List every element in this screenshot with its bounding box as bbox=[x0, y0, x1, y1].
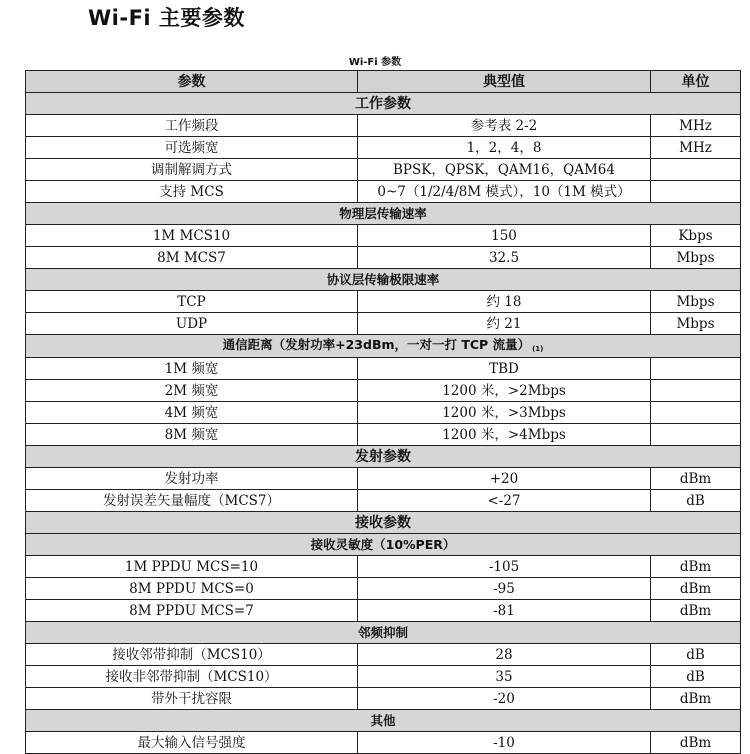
table-header-row bbox=[26, 71, 741, 93]
section-header-row bbox=[26, 203, 741, 225]
value-cell: <-27 bbox=[358, 490, 651, 512]
table-row bbox=[26, 115, 741, 137]
value-cell: 150 bbox=[358, 225, 651, 247]
value-cell: 参考表 2-2 bbox=[358, 115, 651, 137]
section-title-cell bbox=[26, 446, 741, 468]
value-cell: +20 bbox=[358, 468, 651, 490]
param-cell: 带外干扰容限 bbox=[26, 688, 358, 710]
section-header-row bbox=[26, 335, 741, 358]
param-cell: 可选频宽 bbox=[26, 137, 358, 159]
param-cell: 最大输入信号强度 bbox=[26, 732, 358, 754]
value-cell: 1200 米，>2Mbps bbox=[358, 380, 651, 402]
value-cell: 28 bbox=[358, 644, 651, 666]
unit-cell: dBm bbox=[651, 688, 741, 710]
section-header-row bbox=[26, 534, 741, 556]
table-row bbox=[26, 225, 741, 247]
page-title: Wi-Fi 主要参数 bbox=[88, 6, 245, 30]
section-title: 其他 bbox=[370, 712, 396, 728]
table-row bbox=[26, 402, 741, 424]
param-cell: 8M MCS7 bbox=[26, 247, 358, 269]
unit-cell: Mbps bbox=[651, 291, 741, 313]
table-row bbox=[26, 556, 741, 578]
table-row bbox=[26, 247, 741, 269]
value-cell: 1200 米，>4Mbps bbox=[358, 424, 651, 446]
section-title: 发射参数 bbox=[355, 448, 411, 465]
table-row bbox=[26, 468, 741, 490]
param-cell: 1M PPDU MCS=10 bbox=[26, 556, 358, 578]
value-cell: 约 18 bbox=[358, 291, 651, 313]
section-title-cell bbox=[26, 93, 741, 115]
header-value: 典型值 bbox=[358, 71, 651, 93]
param-cell: 发射功率 bbox=[26, 468, 358, 490]
section-header-row bbox=[26, 622, 741, 644]
unit-cell: Kbps bbox=[651, 225, 741, 247]
param-cell: 4M 频宽 bbox=[26, 402, 358, 424]
unit-cell bbox=[651, 402, 741, 424]
param-cell: 8M PPDU MCS=7 bbox=[26, 600, 358, 622]
table-row bbox=[26, 159, 741, 181]
param-cell: 1M MCS10 bbox=[26, 225, 358, 247]
value-cell: 32.5 bbox=[358, 247, 651, 269]
section-title: 工作参数 bbox=[355, 95, 411, 112]
section-title-cell bbox=[26, 710, 741, 732]
value-cell: 35 bbox=[358, 666, 651, 688]
table-row bbox=[26, 291, 741, 313]
section-title: 通信距离（发射功率+23dBm，一对一打 TCP 流量） bbox=[222, 337, 531, 352]
unit-cell: dBm bbox=[651, 732, 741, 754]
param-cell: 8M PPDU MCS=0 bbox=[26, 578, 358, 600]
param-cell: 发射误差矢量幅度（MCS7） bbox=[26, 490, 358, 512]
table-caption: Wi-Fi 参数 bbox=[348, 57, 402, 68]
table-row bbox=[26, 578, 741, 600]
param-cell: 1M 频宽 bbox=[26, 358, 358, 380]
value-cell: 约 21 bbox=[358, 313, 651, 335]
section-title-cell bbox=[26, 512, 741, 534]
section-title: 接收灵敏度（10%PER） bbox=[310, 536, 456, 552]
unit-cell: dB bbox=[651, 666, 741, 688]
section-header-row bbox=[26, 710, 741, 732]
unit-cell: dBm bbox=[651, 600, 741, 622]
table-row bbox=[26, 732, 741, 754]
value-cell: -105 bbox=[358, 556, 651, 578]
unit-cell bbox=[651, 159, 741, 181]
table-row bbox=[26, 358, 741, 380]
value-cell: 1200 米，>3Mbps bbox=[358, 402, 651, 424]
value-cell: 1，2，4，8 bbox=[358, 137, 651, 159]
table-row bbox=[26, 688, 741, 710]
unit-cell: MHz bbox=[651, 115, 741, 137]
value-cell: -95 bbox=[358, 578, 651, 600]
header-param: 参数 bbox=[26, 71, 358, 93]
param-cell: 2M 频宽 bbox=[26, 380, 358, 402]
section-title: 接收参数 bbox=[355, 514, 411, 531]
value-cell: TBD bbox=[358, 358, 651, 380]
unit-cell bbox=[651, 380, 741, 402]
unit-cell bbox=[651, 181, 741, 203]
unit-cell: dB bbox=[651, 490, 741, 512]
table-row bbox=[26, 600, 741, 622]
section-header-row bbox=[26, 512, 741, 534]
param-cell: 接收非邻带抑制（MCS10） bbox=[26, 666, 358, 688]
section-title-note: (1) bbox=[532, 345, 544, 353]
unit-cell: dBm bbox=[651, 556, 741, 578]
section-title-cell bbox=[26, 335, 741, 358]
section-header-row bbox=[26, 93, 741, 115]
section-header-row bbox=[26, 269, 741, 291]
table-row bbox=[26, 137, 741, 159]
param-cell: 调制解调方式 bbox=[26, 159, 358, 181]
table-row bbox=[26, 644, 741, 666]
section-title: 邻频抑制 bbox=[357, 624, 408, 640]
table-row bbox=[26, 380, 741, 402]
unit-cell: dBm bbox=[651, 578, 741, 600]
param-cell: UDP bbox=[26, 313, 358, 335]
header-unit: 单位 bbox=[651, 71, 741, 93]
param-cell: 8M 频宽 bbox=[26, 424, 358, 446]
section-header-row bbox=[26, 446, 741, 468]
section-title: 协议层传输极限速率 bbox=[326, 271, 440, 287]
section-title-cell bbox=[26, 622, 741, 644]
wifi-params-table bbox=[25, 70, 741, 754]
value-cell: -81 bbox=[358, 600, 651, 622]
param-cell: 接收邻带抑制（MCS10） bbox=[26, 644, 358, 666]
param-cell: TCP bbox=[26, 291, 358, 313]
table-row bbox=[26, 424, 741, 446]
section-title-cell bbox=[26, 534, 741, 556]
table-row bbox=[26, 313, 741, 335]
param-cell: 支持 MCS bbox=[26, 181, 358, 203]
table-row bbox=[26, 490, 741, 512]
value-cell: BPSK，QPSK，QAM16，QAM64 bbox=[358, 159, 651, 181]
section-title: 物理层传输速率 bbox=[339, 205, 427, 221]
unit-cell: Mbps bbox=[651, 247, 741, 269]
unit-cell bbox=[651, 424, 741, 446]
value-cell: 0~7（1/2/4/8M 模式），10（1M 模式） bbox=[358, 181, 651, 203]
param-cell: 工作频段 bbox=[26, 115, 358, 137]
unit-cell: dB bbox=[651, 644, 741, 666]
unit-cell: dBm bbox=[651, 468, 741, 490]
table-row bbox=[26, 666, 741, 688]
unit-cell: MHz bbox=[651, 137, 741, 159]
unit-cell: Mbps bbox=[651, 313, 741, 335]
section-title-cell bbox=[26, 269, 741, 291]
value-cell: -20 bbox=[358, 688, 651, 710]
value-cell: -10 bbox=[358, 732, 651, 754]
section-title-cell bbox=[26, 203, 741, 225]
unit-cell bbox=[651, 358, 741, 380]
table-row bbox=[26, 181, 741, 203]
